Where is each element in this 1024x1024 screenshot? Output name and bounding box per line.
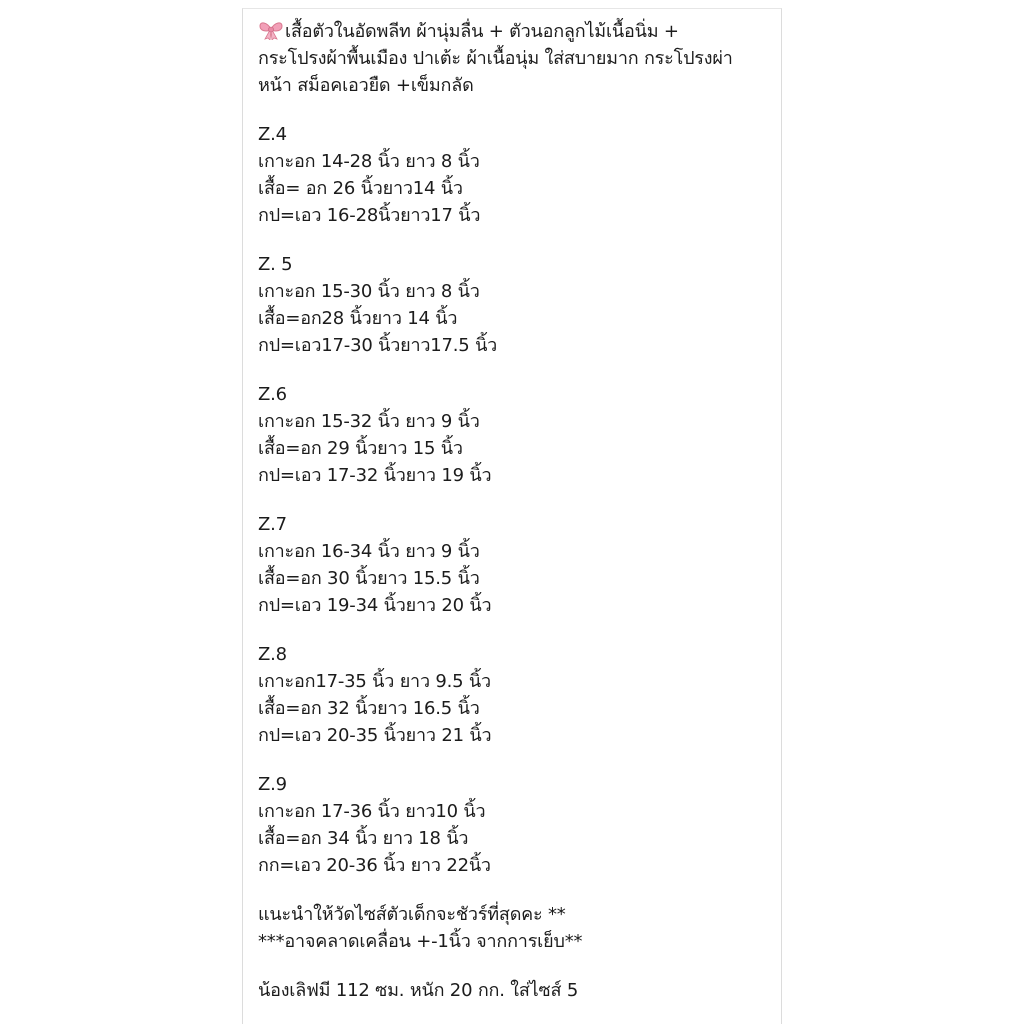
spacer <box>258 489 768 511</box>
size-line: กป=เอว 16-28นิ้วยาว17 นิ้ว <box>258 205 481 226</box>
post-intro <box>258 18 768 99</box>
size-line: เสื้อ=อก 32 นิ้วยาว 16.5 นิ้ว <box>258 698 480 719</box>
size-line: เสื้อ=อก28 นิ้วยาว 14 นิ้ว <box>258 308 458 329</box>
size-block-z5 <box>258 251 768 359</box>
size-line: เกาะอก 17-36 นิ้ว ยาว10 นิ้ว <box>258 801 486 822</box>
size-block-z8 <box>258 641 768 749</box>
note-line: ***อาจคลาดเคลื่อน +-1นิ้ว จากการเย็บ** <box>258 931 583 952</box>
notes-block <box>258 901 768 955</box>
intro-text: เสื้อตัวในอัดพลีท ผ้านุ่มลื่น + ตัวนอกลูกไม้เนื้อนิ่ม + <box>285 21 679 42</box>
size-line: เสื้อ=อก 30 นิ้วยาว 15.5 นิ้ว <box>258 568 480 589</box>
size-label: Z.8 <box>258 644 287 665</box>
size-label: Z. 5 <box>258 254 293 275</box>
model-info: น้องเลิฟมี 112 ซม. หนัก 20 กก. ใส่ไซส์ 5 <box>258 980 579 1001</box>
size-line: เกาะอก 14-28 นิ้ว ยาว 8 นิ้ว <box>258 151 480 172</box>
size-label: Z.4 <box>258 124 287 145</box>
size-line: เสื้อ=อก 34 นิ้ว ยาว 18 นิ้ว <box>258 828 469 849</box>
spacer <box>258 749 768 771</box>
size-line: เสื้อ= อก 26 นิ้วยาว14 นิ้ว <box>258 178 463 199</box>
size-block-z9 <box>258 771 768 879</box>
spacer <box>258 229 768 251</box>
spacer <box>258 359 768 381</box>
spacer <box>258 955 768 977</box>
post-body <box>258 18 768 1004</box>
spacer <box>258 99 768 121</box>
size-line: เสื้อ=อก 29 นิ้วยาว 15 นิ้ว <box>258 438 463 459</box>
size-label: Z.6 <box>258 384 287 405</box>
size-line: กก=เอว 20-36 นิ้ว ยาว 22นิ้ว <box>258 855 491 876</box>
spacer <box>258 879 768 901</box>
size-line: เกาะอก17-35 นิ้ว ยาว 9.5 นิ้ว <box>258 671 491 692</box>
size-line: กป=เอว 17-32 นิ้วยาว 19 นิ้ว <box>258 465 492 486</box>
spacer <box>258 619 768 641</box>
ribbon-bow-icon <box>258 20 284 40</box>
size-line: กป=เอว17-30 นิ้วยาว17.5 นิ้ว <box>258 335 498 356</box>
size-line: เกาะอก 15-30 นิ้ว ยาว 8 นิ้ว <box>258 281 480 302</box>
size-line: เกาะอก 15-32 นิ้ว ยาว 9 นิ้ว <box>258 411 480 432</box>
size-block-z6 <box>258 381 768 489</box>
intro-line <box>258 18 768 45</box>
intro-line: หน้า สม็อคเอวยืด +เข็มกลัด <box>258 75 474 96</box>
size-label: Z.9 <box>258 774 287 795</box>
size-line: กป=เอว 19-34 นิ้วยาว 20 นิ้ว <box>258 595 492 616</box>
size-label: Z.7 <box>258 514 287 535</box>
size-line: เกาะอก 16-34 นิ้ว ยาว 9 นิ้ว <box>258 541 480 562</box>
size-block-z4 <box>258 121 768 229</box>
intro-line: กระโปรงผ้าพื้นเมือง ปาเต้ะ ผ้าเนื้อนุ่ม ใส่สบายมาก กระโปรงผ่า <box>258 48 733 69</box>
note-line: แนะนำให้วัดไซส์ตัวเด็กจะชัวร์ที่สุดคะ ** <box>258 904 566 925</box>
size-line: กป=เอว 20-35 นิ้วยาว 21 นิ้ว <box>258 725 492 746</box>
size-block-z7 <box>258 511 768 619</box>
